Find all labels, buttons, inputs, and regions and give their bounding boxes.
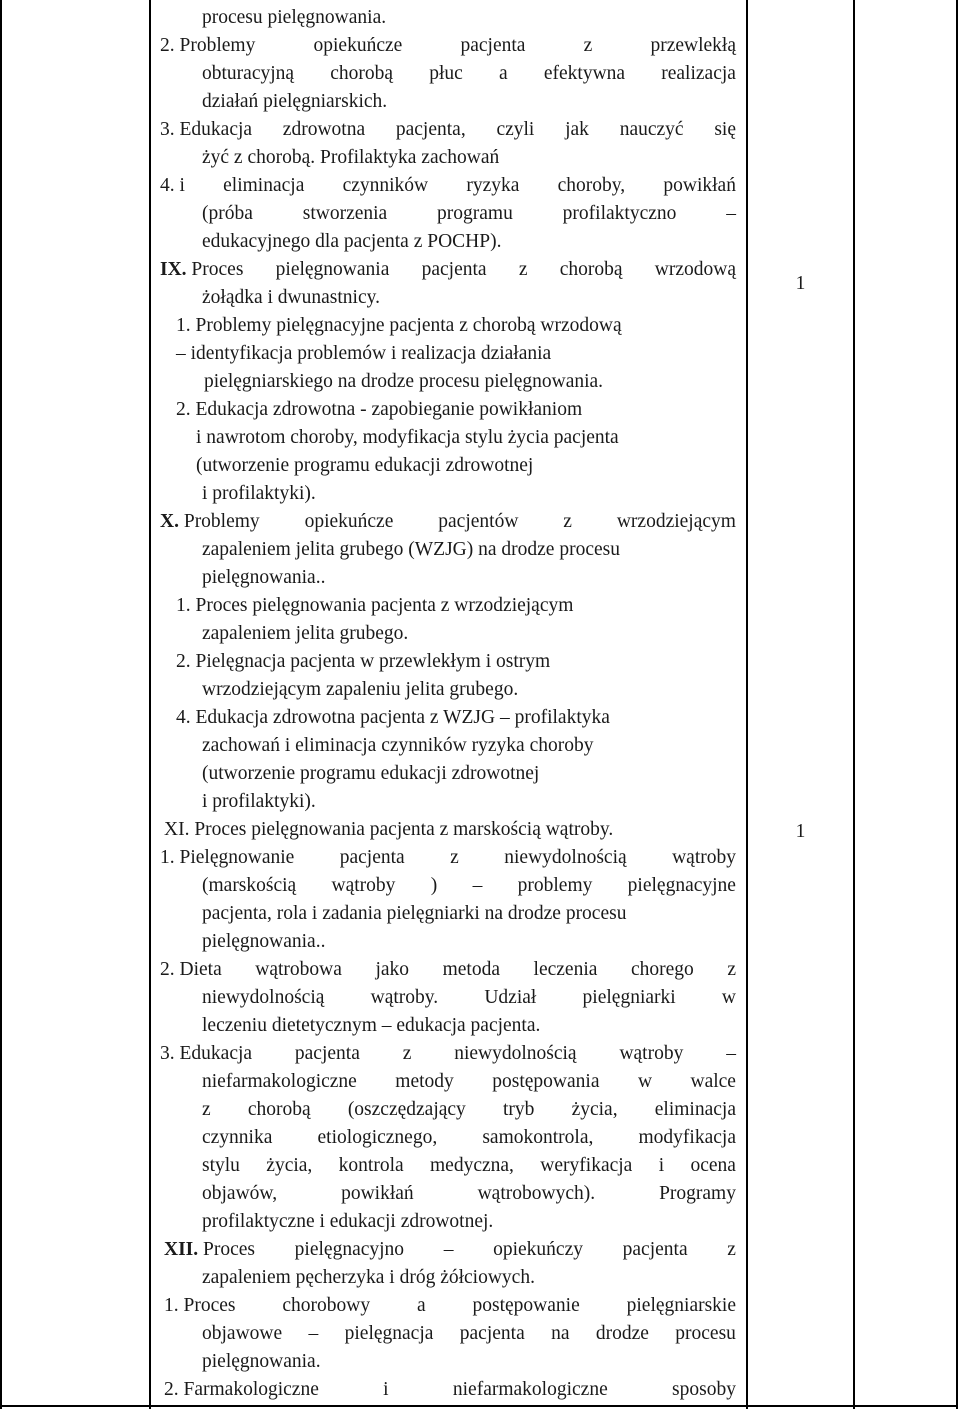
text-line: 4. i eliminacja czynników ryzyka choroby, powikłań (160, 175, 736, 196)
text-line: czynnika etiologicznego, samokontrola, modyfikacja (202, 1127, 736, 1148)
text-line: pielęgnowania.. (202, 931, 326, 952)
table-border-left (0, 0, 2, 1409)
section-heading: XII. Proces pielęgnacyjno – opiekuńczy pacjenta z (164, 1239, 736, 1260)
section-heading: IX. Proces pielęgnowania pacjenta z chorobą wrzodową (160, 259, 736, 280)
text-line: 1. Problemy pielęgnacyjne pacjenta z chorobą wrzodową (176, 315, 622, 336)
text-line: pielęgnowania.. (202, 567, 326, 588)
text-line: 2. Problemy opiekuńcze pacjenta z przewlekłą (160, 35, 736, 56)
text-line: stylu życia, kontrola medyczna, weryfikacja i ocena (202, 1155, 736, 1176)
text-line: wrzodziejącym zapaleniu jelita grubego. (202, 679, 519, 700)
text-line: procesu pielęgnowania. (202, 7, 387, 28)
text-line: pacjenta, rola i zadania pielęgniarki na drodze procesu (202, 903, 627, 924)
text-line: zachowań i eliminacja czynników ryzyka choroby (202, 735, 594, 756)
text-line: edukacyjnego dla pacjenta z POCHP). (202, 231, 502, 252)
text-line: z chorobą (oszczędzający tryb życia, eliminacja (202, 1099, 736, 1120)
text-line: działań pielęgniarskich. (202, 91, 388, 112)
column-divider (853, 0, 855, 1409)
text-line: pielęgniarskiego na drodze procesu pielęgnowania. (204, 371, 604, 392)
column-divider (746, 0, 748, 1409)
text-line: i profilaktyki). (202, 791, 316, 812)
section-heading: X. Problemy opiekuńcze pacjentów z wrzodziejącym (160, 511, 736, 532)
text-line: – identyfikacja problemów i realizacja działania (176, 343, 552, 364)
text-line: i profilaktyki). (202, 483, 316, 504)
section-heading-cont: żołądka i dwunastnicy. (202, 287, 380, 308)
text-line: (utworzenie programu edukacji zdrowotnej (202, 763, 540, 784)
text-line: (utworzenie programu edukacji zdrowotnej (196, 455, 534, 476)
text-line: 3. Edukacja pacjenta z niewydolnością wątroby – (160, 1043, 736, 1064)
table-border-right (956, 0, 958, 1409)
text-line: 2. Edukacja zdrowotna - zapobieganie powikłaniom (176, 399, 583, 420)
text-line: objawów, powikłań wątrobowych). Programy (202, 1183, 736, 1204)
text-line: 2. Dieta wątrobowa jako metoda leczenia chorego z (160, 959, 736, 980)
text-line: zapaleniem jelita grubego. (202, 623, 409, 644)
text-line: 1. Proces pielęgnowania pacjenta z wrzodziejącym (176, 595, 574, 616)
text-line: pielęgnowania. (202, 1351, 321, 1372)
text-line: niefarmakologiczne metody postępowania w walce (202, 1071, 736, 1092)
hours-value: 1 (795, 821, 806, 842)
text-line: obturacyjną chorobą płuc a efektywna realizacja (202, 63, 736, 84)
text-line: 1. Pielęgnowanie pacjenta z niewydolnością wątroby (160, 847, 736, 868)
text-line: (próba stworzenia programu profilaktyczno – (202, 203, 736, 224)
table-border-bottom (0, 1405, 958, 1407)
text-line: leczeniu dietetycznym – edukacja pacjenta. (202, 1015, 541, 1036)
hours-value: 1 (795, 273, 806, 294)
text-line: 4. Edukacja zdrowotna pacjenta z WZJG – profilaktyka (176, 707, 610, 728)
text-line: zapaleniem jelita grubego (WZJG) na drodze procesu (202, 539, 620, 560)
text-line: 3. Edukacja zdrowotna pacjenta, czyli jak nauczyć się (160, 119, 736, 140)
text-line: objawowe – pielęgnacja pacjenta na drodze procesu (202, 1323, 736, 1344)
text-line: i nawrotom choroby, modyfikacja stylu życia pacjenta (196, 427, 619, 448)
text-line: 2. Pielęgnacja pacjenta w przewlekłym i ostrym (176, 651, 551, 672)
text-line: 2. Farmakologiczne i niefarmakologiczne sposoby (164, 1379, 736, 1400)
text-line: niewydolnością wątroby. Udział pielęgniarki w (202, 987, 736, 1008)
text-line: (marskością wątroby ) – problemy pielęgnacyjne (202, 875, 736, 896)
text-line: profilaktyczne i edukacji zdrowotnej. (202, 1211, 494, 1232)
text-line: zapaleniem pęcherzyka i dróg żółciowych. (202, 1267, 535, 1288)
text-line: żyć z chorobą. Profilaktyka zachowań (202, 147, 500, 168)
column-divider (149, 0, 151, 1409)
text-line: 1. Proces chorobowy a postępowanie pielęgniarskie (164, 1295, 736, 1316)
section-heading: XI. Proces pielęgnowania pacjenta z marskością wątroby. (164, 819, 614, 840)
